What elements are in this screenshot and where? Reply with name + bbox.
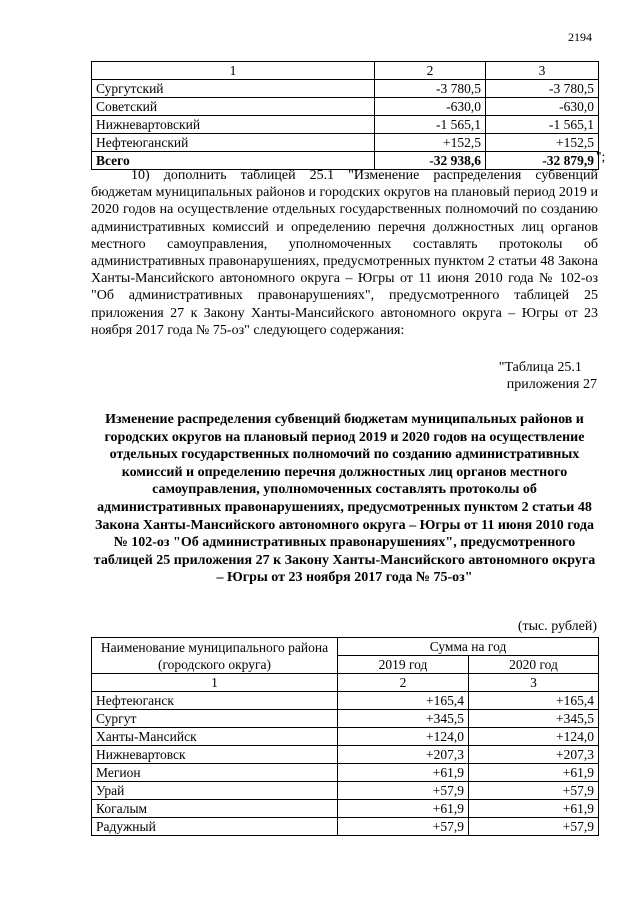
city-name: Мегион (92, 764, 338, 782)
page-number: 2194 (568, 30, 592, 44)
table-label-line: "Таблица 25.1 (498, 360, 582, 375)
value-2020: -630,0 (486, 98, 599, 116)
column-number: 1 (92, 62, 375, 80)
value-2020: +165,4 (469, 692, 599, 710)
column-number: 1 (92, 674, 338, 692)
table-row (92, 764, 599, 782)
table-row (92, 782, 599, 800)
value-2020: +57,9 (469, 818, 599, 836)
table-row (92, 728, 599, 746)
value-2019: -630,0 (375, 98, 486, 116)
table-row (92, 134, 599, 152)
total-2019: -32 938,6 (375, 152, 486, 170)
total-label: Всего (92, 152, 375, 170)
value-2019: +165,4 (338, 692, 469, 710)
table-row (92, 818, 599, 836)
table-heading: Изменение распределения субвенций бюджетам муниципальных районов и городских округов на плановый период 2019 и 2020 годов на осуществление отдельных государственных полномочий по созданию административных комиссий и определению перечня должностных лиц органов местного самоуправления, уполномоченных составлять протоколы об административных правонарушениях, предусмотренных пунктом 2 статьи 48 Закона Ханты-Мансийского автономного округа – Югры от 11 июня 2010 года № 102-оз "Об административных правонарушениях", предусмотренного таблицей 25 приложения 27 к Закону Ханты-Мансийского автономного округа – Югры от 23 ноября 2017 года № 75-оз" (93, 412, 596, 586)
table-row (92, 800, 599, 818)
value-2019: +57,9 (338, 782, 469, 800)
closing-quote: "; (596, 149, 606, 164)
subvention-table (91, 637, 599, 836)
value-2019: -3 780,5 (375, 80, 486, 98)
name-column-header: Наименование муниципального района (городского округа) (92, 638, 338, 674)
column-number: 2 (375, 62, 486, 80)
district-name: Сургутский (92, 80, 375, 98)
units-label: (тыс. рублей) (517, 619, 597, 634)
value-2020: +61,9 (469, 764, 599, 782)
value-2020: +124,0 (469, 728, 599, 746)
value-2019: +152,5 (375, 134, 486, 152)
table-label (499, 359, 597, 393)
city-name: Ханты-Мансийск (92, 728, 338, 746)
sum-header: Сумма на год (338, 638, 599, 656)
column-number-row (92, 674, 599, 692)
district-name: Нижневартовский (92, 116, 375, 134)
value-2019: +61,9 (338, 764, 469, 782)
district-name: Советский (92, 98, 375, 116)
column-number-row (92, 62, 599, 80)
continued-table (91, 61, 599, 170)
year-2020-header: 2020 год (469, 656, 599, 674)
table-row (92, 116, 599, 134)
value-2020: +152,5 (486, 134, 599, 152)
city-name: Когалым (92, 800, 338, 818)
city-name: Радужный (92, 818, 338, 836)
value-2020: +207,3 (469, 746, 599, 764)
value-2019: +207,3 (338, 746, 469, 764)
column-number: 3 (486, 62, 599, 80)
city-name: Нефтеюганск (92, 692, 338, 710)
city-name: Нижневартовск (92, 746, 338, 764)
table-row (92, 710, 599, 728)
table-row (92, 98, 599, 116)
value-2019: +124,0 (338, 728, 469, 746)
year-2019-header: 2019 год (338, 656, 469, 674)
table-row (92, 746, 599, 764)
column-number: 3 (469, 674, 599, 692)
table-label-line: приложения 27 (506, 377, 597, 392)
value-2020: +57,9 (469, 782, 599, 800)
city-name: Урай (92, 782, 338, 800)
value-2019: +345,5 (338, 710, 469, 728)
value-2020: +345,5 (469, 710, 599, 728)
value-2019: +57,9 (338, 818, 469, 836)
value-2020: +61,9 (469, 800, 599, 818)
city-name: Сургут (92, 710, 338, 728)
value-2020: -1 565,1 (486, 116, 599, 134)
amendment-paragraph: 10) дополнить таблицей 25.1 "Изменение распределения субвенций бюджетам муниципальных районов и городских округов на плановый период 2019 и 2020 годов на осуществление отдельных государственных полномочий по созданию административных комиссий и определению перечня должностных лиц органов местного самоуправления, уполномоченных составлять протоколы об административных правонарушениях, предусмотренных пунктом 2 статьи 48 Закона Ханты-Мансийского автономного округа – Югры от 11 июня 2010 года № 102-оз "Об административных правонарушениях", предусмотренного таблицей 25 приложения 27 к Закону Ханты-Мансийского автономного округа – Югры от 23 ноября 2017 года № 75-оз" следующего содержания: (91, 168, 598, 338)
value-2019: -1 565,1 (375, 116, 486, 134)
value-2020: -3 780,5 (486, 80, 599, 98)
table-row (92, 80, 599, 98)
total-2020: -32 879,9 (486, 152, 599, 170)
header-row (92, 638, 599, 656)
column-number: 2 (338, 674, 469, 692)
district-name: Нефтеюганский (92, 134, 375, 152)
table-row (92, 692, 599, 710)
value-2019: +61,9 (338, 800, 469, 818)
